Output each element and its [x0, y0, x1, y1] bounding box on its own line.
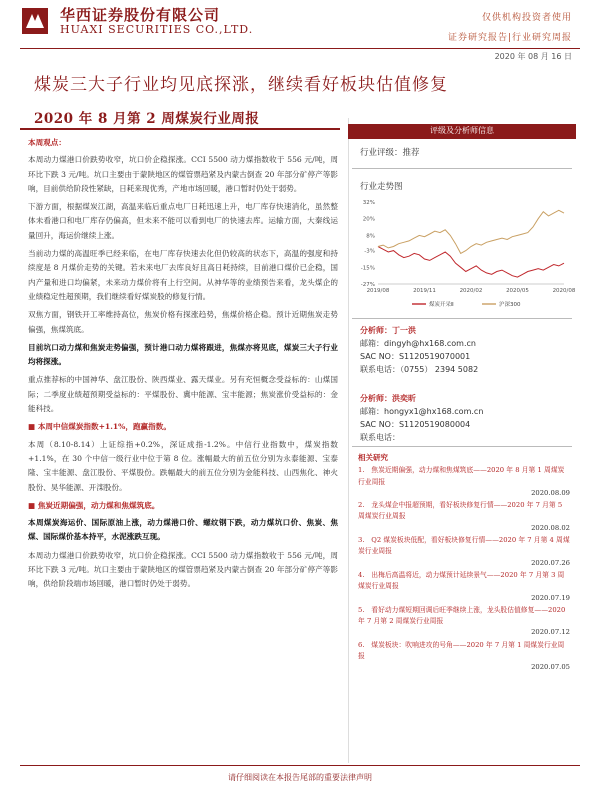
y-tick-label: 8%: [366, 233, 375, 240]
analyst-2: [360, 392, 483, 444]
company-name-cn: 华西证券股份有限公司: [60, 6, 221, 24]
audience-tag: 仅供机构投资者使用: [481, 13, 572, 23]
analyst-email: 邮箱：hongyx1@hx168.com.cn: [360, 407, 484, 416]
sidebar-divider: [352, 168, 572, 169]
report-type-tag: 证券研究报告|行业研究周报: [447, 33, 572, 43]
related-item-title: 2. 龙头煤企中报超预期，看好板块修复行情——2020 年 7 月第 5 周煤炭行业周报: [358, 501, 563, 521]
x-tick-label: 2020/08: [552, 288, 576, 294]
sidebar-divider: [352, 318, 572, 319]
subtitle-divider: [20, 128, 340, 130]
paragraph: 本周动力煤港口价跌势收窄，坑口价企稳探涨。CCI 5500 动力煤指数收于 556 元/吨，周环比下跌 3 元/吨。坑口主要由于蒙陕地区的煤管票趋紧及内蒙古倒查 20 年部分矿停产等影响，供给阶段端市场回暖，港口暂时仍处于弱势。: [28, 550, 338, 589]
related-item-title: 6. 煤炭板块：吹响进攻的号角——2020 年 7 月第 1 周煤炭行业周报: [358, 640, 565, 661]
paragraph: 下游方面，根据煤炭江湖，高温来临后重点电厂日耗迅速上升，电厂库存快速消化，虽然整体未看港口和电厂库存仍偏高，但未来不能可以看到电厂的快速去库。运输方面，大秦线运量回升，海运价继续上涨。: [28, 202, 338, 240]
related-research: [358, 452, 570, 675]
analyst-email: 邮箱：dingyh@hx168.com.cn: [360, 339, 476, 348]
company-name-en: HUAXI SECURITIES CO.,LTD.: [60, 23, 254, 36]
legal-notice: 请仔细阅读在本报告尾部的重要法律声明: [228, 773, 372, 782]
related-item-date: 2020.08.09: [531, 488, 570, 497]
page-title: 煤炭三大子行业均见底探涨，继续看好板块估值修复: [34, 75, 448, 95]
related-research-heading: 相关研究: [358, 453, 388, 462]
company-logo: [20, 6, 50, 36]
analyst-name: 分析师：洪奕昕: [360, 394, 416, 403]
section-heading: 本周观点：: [28, 138, 66, 147]
sidebar-header: 评级及分析师信息: [348, 124, 576, 138]
related-item-date: 2020.08.02: [531, 523, 570, 532]
section-heading: ■ 焦炭近期偏强，动力煤和焦煤筑底。: [28, 500, 160, 510]
paragraph: 双焦方面，钢铁开工率维持高位，焦炭价格有探涨趋势，焦煤价格企稳。预计近期焦炭走势偏强，焦煤筑底。: [28, 310, 338, 334]
related-item[interactable]: [358, 500, 570, 534]
related-item-date: 2020.07.12: [531, 628, 570, 637]
y-tick-label: -15%: [360, 265, 375, 272]
y-tick-label: 32%: [362, 200, 375, 206]
related-item[interactable]: [358, 535, 570, 569]
related-item-title: 3. Q2 煤炭板块低配，看好板块修复行情——2020 年 7 月第 4 周煤炭行业周报: [358, 536, 570, 556]
related-item[interactable]: [358, 605, 570, 639]
analyst-sac: SAC NO：S1120519070001: [360, 352, 471, 361]
x-tick-label: 2019/11: [413, 288, 436, 294]
related-item[interactable]: [358, 465, 570, 499]
analyst-1: [360, 324, 478, 376]
related-item[interactable]: [358, 640, 570, 674]
paragraph: 本周（8.10-8.14）上证综指+0.2%，深证成指-1.2%。中信行业指数中，煤炭指数+1.1%，在 30 个中信一级行业中位于第 8 位。涨幅最大的前五位分别为永泰能源、宝泰隆、宝丰能源、盘江股份、平煤股份。跌幅最大的前五位分别为金能科技、山西焦化、神火股份、昊华能源、开滦股份。: [28, 439, 338, 492]
related-item-date: 2020.07.26: [531, 558, 570, 567]
chart-title: 行业走势图: [360, 182, 403, 192]
x-tick-label: 2019/08: [366, 288, 390, 294]
analyst-phone: 联系电话：（0755） 2394 5082: [360, 365, 479, 374]
y-tick-label: -27%: [360, 282, 375, 288]
series-line-1: [378, 247, 564, 278]
paragraph-bold: 本周煤炭海运价、国际原油上涨，动力煤港口价、螺纹钢下跌，动力煤坑口价、焦炭、焦煤、国际煤价基本持平，水泥涨跌互现。: [28, 518, 338, 542]
paragraph-bold: 目前坑口动力煤和焦炭走势偏强，预计港口动力煤将跟进，焦煤亦将见底，煤炭三大子行业均将探涨。: [28, 342, 338, 367]
industry-trend-chart: [352, 196, 576, 314]
related-item-date: 2020.07.05: [531, 663, 570, 672]
main-body: [28, 136, 338, 596]
related-item-title: 1. 焦炭近期偏强，动力煤和焦煤筑底——2020 年 8 月第 1 周煤炭行业周报: [358, 466, 565, 486]
sidebar-header-line: [348, 138, 576, 139]
analyst-name: 分析师：丁一洪: [360, 326, 416, 335]
page-subtitle: 2020 年 8 月第 2 周煤炭行业周报: [34, 111, 260, 127]
series-line-2: [378, 210, 564, 253]
sidebar-divider: [352, 446, 572, 447]
paragraph: 重点推荐标的中国神华、盘江股份、陕西煤业、露天煤业。另有充恒概念受益标的：山煤国际；二季度业绩超预期受益标的：平煤股份、冀中能源、宝丰能源；焦炭涨价受益标的：金能科技。: [28, 375, 338, 414]
industry-rating: 行业评级：推荐: [360, 148, 420, 158]
header-divider: [20, 48, 580, 49]
y-tick-label: 20%: [362, 216, 375, 223]
related-item[interactable]: [358, 570, 570, 604]
footer-divider: [20, 765, 580, 766]
paragraph: 当前动力煤的高温旺季已经来临，在电厂库存快速去化但仍较高的状态下，高温的强度和持续度是 8 月煤价走势的关键。若未来电厂去库良好且高日耗持续，目前港口煤价已企稳，国内产量和进口均偏紧，未来动力煤价将有上行空间。从神华等的业绩预告来看，龙头煤企的业绩稳定性超预期，我们继续看好煤炭股的修复行情。: [28, 249, 338, 301]
x-tick-label: 2020/02: [459, 288, 483, 294]
y-tick-label: -3%: [364, 248, 375, 255]
section-heading: ■ 本周中信煤炭指数+1.1%，跑赢指数。: [28, 422, 171, 432]
analyst-sac: SAC NO：S1120519080004: [360, 420, 471, 429]
paragraph: 本周动力煤港口价跌势收窄，坑口价企稳探涨。CCI 5500 动力煤指数收于 556 元/吨，周环比下跌 3 元/吨。坑口主要由于蒙陕地区的煤管票趋紧及内蒙古倒查 20 年部分矿停产等影响，目前供给阶段性紧缺，日耗来现优秀，产地市场回暖，港口暂时仍处于弱势。: [28, 155, 338, 193]
related-item-title: 4. 出梅后高温将近，动力煤预计延续景气——2020 年 7 月第 3 周煤炭行业周报: [358, 570, 565, 591]
related-item-title: 5. 看好动力煤短期回调后旺季继续上涨，龙头股估值修复——2020 年 7 月第 2 周煤炭行业周报: [358, 605, 566, 626]
legend-label: 煤炭开采Ⅱ: [429, 302, 454, 308]
legend-label: 沪深300: [499, 302, 521, 308]
analyst-phone: 联系电话：: [360, 433, 400, 442]
report-date: 2020 年 08 月 16 日: [494, 52, 572, 61]
x-tick-label: 2020/05: [506, 288, 529, 294]
related-item-date: 2020.07.19: [531, 593, 570, 602]
